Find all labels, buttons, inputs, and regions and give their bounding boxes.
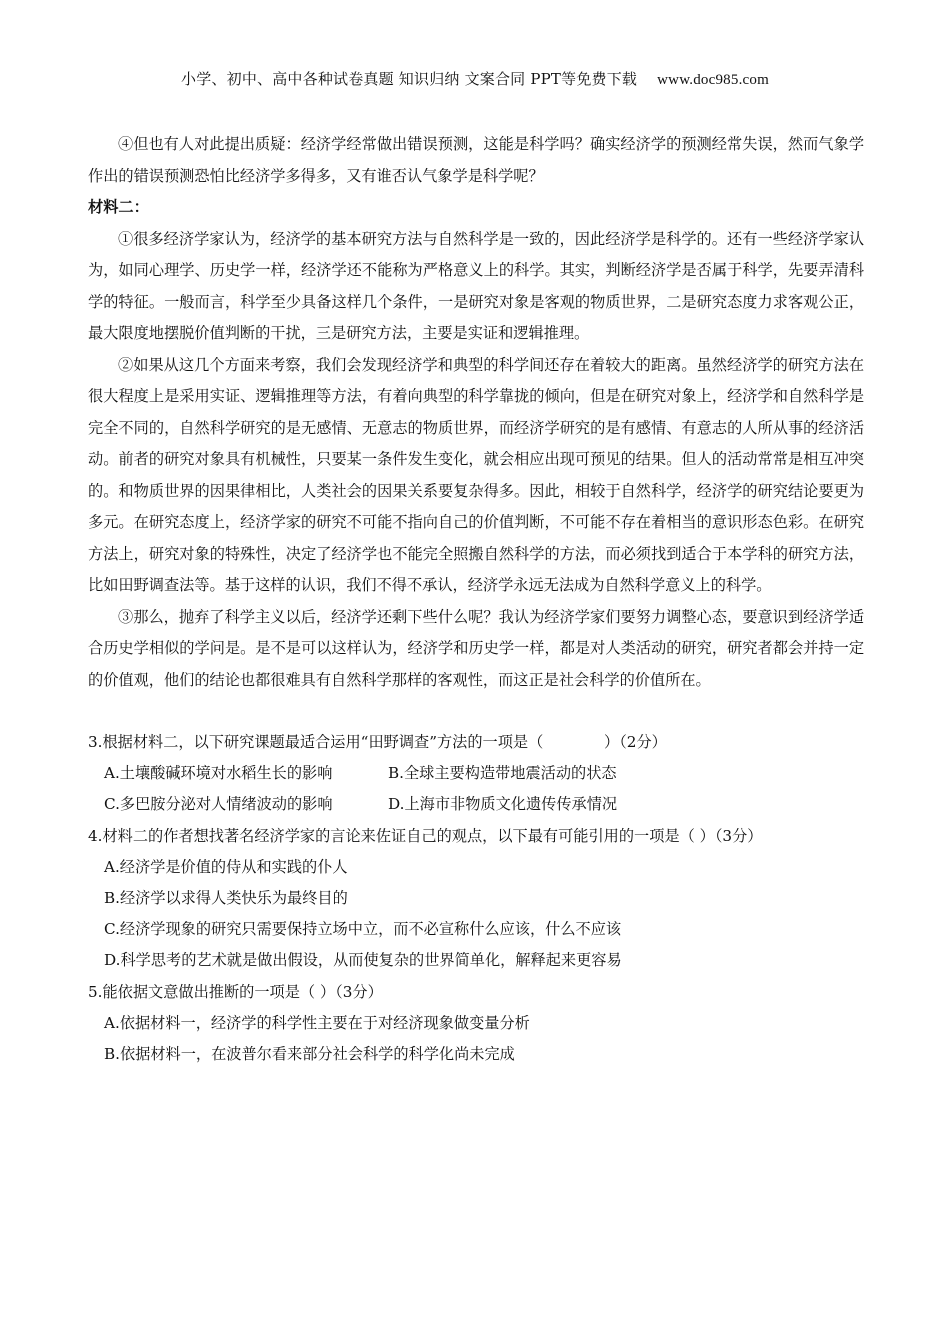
question-3 [88,727,864,821]
question-4-option-b: B.经济学以求得人类快乐为最终目的 [104,889,348,908]
question-4-option-a: A.经济学是价值的侍从和实践的仆人 [104,857,348,876]
question-4-option-c: C.经济学现象的研究只需要保持立场中立，而不必宣称什么应该，什么不应该 [104,920,622,939]
header-text: 小学、初中、高中各种试卷真题 知识归纳 文案合同 PPT等免费下载 [181,70,638,88]
question-5-option-b: B.依据材料一，在波普尔看来部分社会科学的科学化尚未完成 [104,1045,515,1064]
material2-heading: 材料二： [88,198,149,216]
material2-paragraph-3: ③那么，抛弃了科学主义以后，经济学还剩下些什么呢？我认为经济学家们要努力调整心态，要意识到经济学适合历史学相似的学问是。是不是可以这样认为，经济学和历史学一样，都是对人类活动的研究，研究者都会并持一定的价值观，他们的结论也都很难具有自然科学那样的客观性，而这正是社会科学的价值所在。 [88,607,864,689]
material1-paragraph-4: ④但也有人对此提出质疑：经济学经常做出错误预测，这能是科学吗？确实经济学的预测经常失误，然而气象学作出的错误预测恐怕比经济学多得多，又有谁否认气象学是科学呢？ [88,135,864,185]
header-url[interactable]: www.doc985.com [657,72,769,88]
question-3-option-c: C.多巴胺分泌对人情绪波动的影响 [104,795,333,814]
material2-paragraph-2: ②如果从这几个方面来考察，我们会发现经济学和典型的科学间还存在着较大的距离。虽然经济学的研究方法在很大程度上是采用实证、逻辑推理等方法，有着向典型的科学靠拢的倾向，但是在研究对象上，经济学和自然科学是完全不同的，自然科学研究的是无感情、无意志的物质世界，而经济学研究的是有感情、有意志的人所从事的经济活动。前者的研究对象具有机械性，只要某一条件发生变化，就会相应出现可预见的结果。但人的活动常常是相互冲突的。和物质世界的因果律相比，人类社会的因果关系要复杂得多。因此，相较于自然科学，经济学的研究结论要更为多元。在研究态度上，经济学家的研究不可能不指向自己的价值判断，不可能不存在着相当的意识形态色彩。在研究方法上，研究对象的特殊性，决定了经济学也不能完全照搬自然科学的方法，而必须找到适合于本学科的研究方法，比如田野调查法等。基于这样的认识，我们不得不承认，经济学永远无法成为自然科学意义上的科学。 [88,355,864,594]
question-3-option-b: B.全球主要构造带地震活动的状态 [388,764,617,783]
question-3-options-row-2 [104,789,864,820]
page-header [0,68,950,89]
question-3-stem: 3.根据材料二，以下研究课题最适合运用“田野调查”方法的一项是（ ）（2分） [88,733,667,751]
section-gap [88,696,864,727]
question-3-option-d: D.上海市非物质文化遗传传承情况 [388,795,618,814]
question-3-options-row-1 [104,758,864,789]
material2-paragraph-1: ①很多经济学家认为，经济学的基本研究方法与自然科学是一致的，因此经济学是科学的。还有一些经济学家认为，如同心理学、历史学一样，经济学还不能称为严格意义上的科学。其实，判断经济学是否属于科学，先要弄清科学的特征。一般而言，科学至少具备这样几个条件，一是研究对象是客观的物质世界，二是研究态度力求客观公正，最大限度地摆脱价值判断的干扰，三是研究方法，主要是实证和逻辑推理。 [88,229,864,342]
question-3-option-a: A.土壤酸碱环境对水稻生长的影响 [104,764,333,783]
document-body [88,129,864,1070]
question-4-option-d: D.科学思考的艺术就是做出假设，从而使复杂的世界简单化，解释起来更容易 [104,951,622,970]
question-4-stem: 4.材料二的作者想找著名经济学家的言论来佐证自己的观点，以下最有可能引用的一项是（ ）（3分） [88,826,763,845]
question-5-stem: 5.能依据文意做出推断的一项是（ ）（3分） [88,982,383,1001]
question-5-option-a: A.依据材料一，经济学的科学性主要在于对经济现象做变量分析 [104,1013,530,1032]
question-5 [88,977,864,1071]
question-4 [88,821,864,977]
